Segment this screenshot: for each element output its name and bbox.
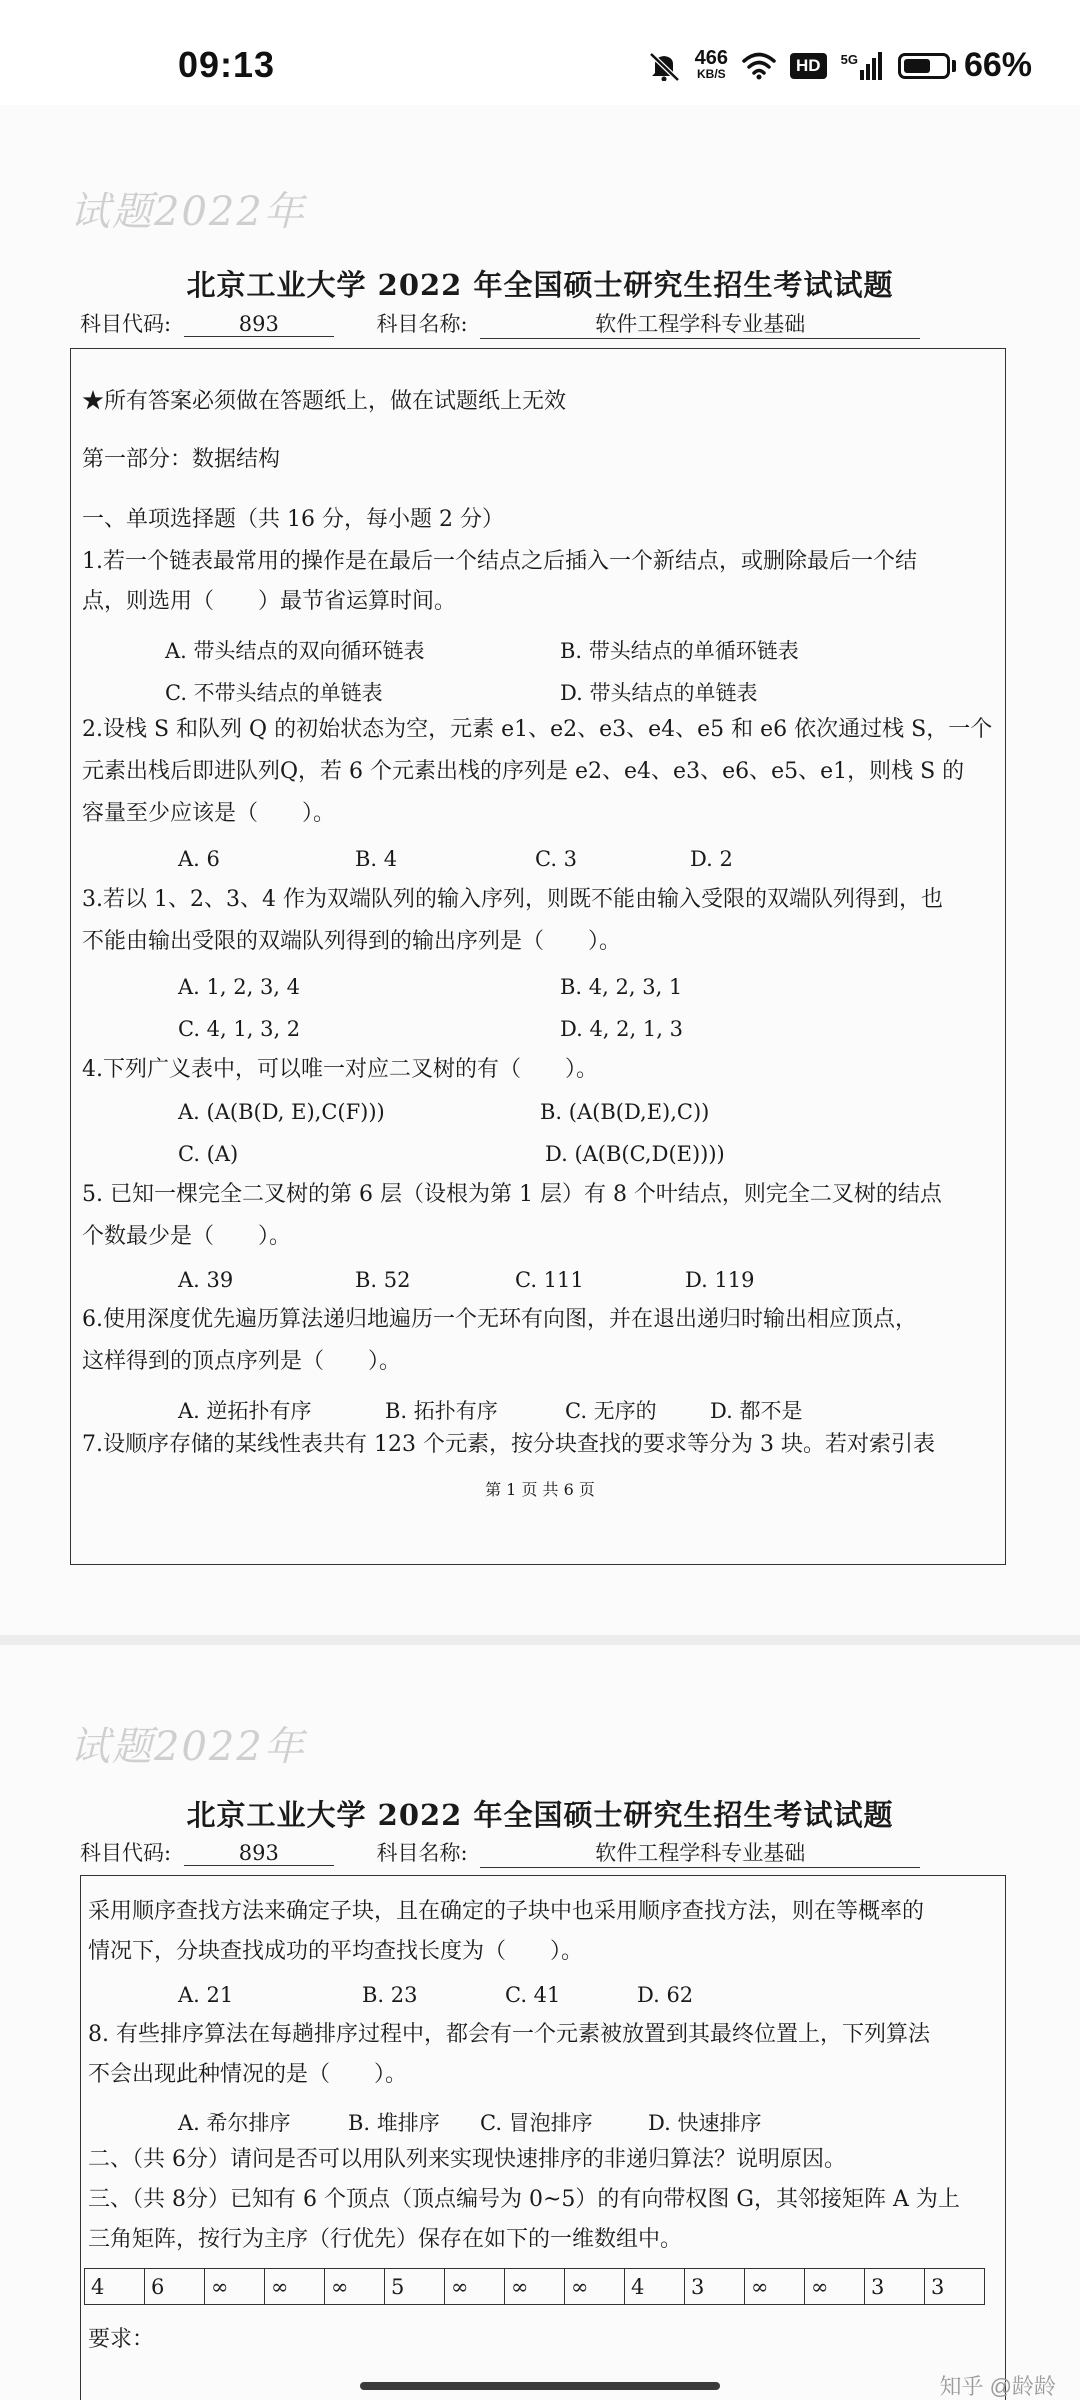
q5-option-c: C. 111 bbox=[515, 1268, 584, 1292]
watermark-stamp: 试题2022年 bbox=[70, 1724, 306, 1770]
q2-option-d: D. 2 bbox=[690, 847, 733, 871]
q6-option-c: C. 无序的 bbox=[565, 1399, 657, 1423]
subject-row bbox=[80, 308, 1000, 339]
subject-name-value: 软件工程学科专业基础 bbox=[480, 1837, 920, 1868]
q2-option-a: A. 6 bbox=[178, 847, 220, 871]
q2-option-b: B. 4 bbox=[355, 847, 398, 871]
q7-text: 采用顺序查找方法来确定子块，且在确定的子块中也采用顺序查找方法，则在等概率的 bbox=[88, 1899, 925, 1924]
status-icons bbox=[647, 46, 1032, 85]
network-type-label: 5G bbox=[840, 51, 858, 67]
q5-text: 5. 已知一棵完全二叉树的第 6 层（设根为第 1 层）有 8 个叶结点，则完全二叉树的结点 bbox=[82, 1182, 942, 1207]
array-cell: ∞ bbox=[445, 2269, 505, 2305]
q2-text: 容量至少应该是（ ）。 bbox=[82, 801, 336, 826]
q1-option-b: B. 带头结点的单循环链表 bbox=[560, 639, 799, 663]
q1-option-a: A. 带头结点的双向循环链表 bbox=[165, 639, 425, 663]
q5-option-a: A. 39 bbox=[178, 1268, 234, 1292]
requirements-label: 要求： bbox=[88, 2327, 155, 2352]
exam-title: 北京工业大学 2022 年全国硕士研究生招生考试试题 bbox=[186, 1798, 894, 1832]
array-cell: 4 bbox=[85, 2269, 145, 2305]
array-cell: ∞ bbox=[805, 2269, 865, 2305]
exam-page-2 bbox=[0, 1645, 1080, 2400]
q2-text: 2.设栈 S 和队列 Q 的初始状态为空，元素 e1、e2、e3、e4、e5 和 e6 依次通过栈 S，一个 bbox=[82, 717, 993, 742]
subject-code-label: 科目代码: bbox=[80, 312, 172, 336]
q3-option-b: B. 4, 2, 3, 1 bbox=[560, 975, 683, 999]
q5-text: 个数最少是（ ）。 bbox=[82, 1224, 292, 1249]
q4-option-b: B. (A(B(D,E),C)) bbox=[540, 1100, 710, 1124]
q5-option-b: B. 52 bbox=[355, 1268, 411, 1292]
hd-badge: HD bbox=[790, 53, 827, 79]
wifi-icon bbox=[742, 52, 776, 80]
part-heading: 第一部分：数据结构 bbox=[82, 447, 281, 472]
q1-option-d: D. 带头结点的单链表 bbox=[560, 681, 758, 705]
q3-option-a: A. 1, 2, 3, 4 bbox=[178, 975, 301, 999]
q2-text: 元素出栈后即进队列Q，若 6 个元素出栈的序列是 e2、e4、e3、e6、e5、e1，则栈 S 的 bbox=[82, 759, 965, 784]
network-speed-value: 466 bbox=[694, 46, 729, 69]
exam-page-1 bbox=[0, 105, 1080, 1635]
q8-option-b: B. 堆排序 bbox=[348, 2111, 440, 2135]
array-cell: ∞ bbox=[205, 2269, 265, 2305]
subject-code-label: 科目代码: bbox=[80, 1841, 172, 1865]
subject-code-value: 893 bbox=[184, 312, 334, 337]
array-cell: ∞ bbox=[745, 2269, 805, 2305]
exam-title: 北京工业大学 2022 年全国硕士研究生招生考试试题 bbox=[186, 268, 894, 302]
subject-row bbox=[80, 1837, 1000, 1868]
adjacency-array-table bbox=[84, 2268, 985, 2305]
q4-option-d: D. (A(B(C,D(E)))) bbox=[545, 1142, 725, 1166]
clock: 09:13 bbox=[178, 44, 276, 85]
subject-name-label: 科目名称: bbox=[376, 1841, 468, 1865]
subject-name-value: 软件工程学科专业基础 bbox=[480, 308, 920, 339]
home-indicator[interactable] bbox=[360, 2382, 720, 2390]
q3-text: 不能由输出受限的双端队列得到的输出序列是（ ）。 bbox=[82, 929, 622, 954]
section-2-text: 二、（共 6分）请问是否可以用队列来实现快速排序的非递归算法？说明原因。 bbox=[88, 2147, 846, 2172]
q6-text: 这样得到的顶点序列是（ ）。 bbox=[82, 1349, 402, 1374]
battery-icon bbox=[898, 53, 950, 79]
page-footer: 第 1 页 共 6 页 bbox=[485, 1480, 595, 1499]
section-3-text: 三角矩阵，按行为主序（行优先）保存在如下的一维数组中。 bbox=[88, 2227, 683, 2252]
q1-text: 1.若一个链表最常用的操作是在最后一个结点之后插入一个新结点，或删除最后一个结 bbox=[82, 549, 917, 574]
q3-option-c: C. 4, 1, 3, 2 bbox=[178, 1017, 301, 1041]
array-cell: 6 bbox=[145, 2269, 205, 2305]
q4-option-c: C. (A) bbox=[178, 1142, 239, 1166]
watermark-stamp: 试题2022年 bbox=[70, 189, 306, 235]
battery-percent: 66% bbox=[963, 46, 1032, 84]
subject-code-value: 893 bbox=[184, 1841, 334, 1866]
q1-option-c: C. 不带头结点的单链表 bbox=[165, 681, 383, 705]
array-cell: 4 bbox=[625, 2269, 685, 2305]
signal-bars-icon bbox=[860, 52, 884, 80]
section-heading: 一、单项选择题（共 16 分，每小题 2 分） bbox=[82, 507, 504, 532]
network-speed-unit: KB/S bbox=[697, 66, 726, 81]
q8-option-d: D. 快速排序 bbox=[648, 2111, 762, 2135]
array-cell: 5 bbox=[385, 2269, 445, 2305]
q7-option-b: B. 23 bbox=[362, 1983, 418, 2007]
q8-text: 8. 有些排序算法在每趟排序过程中，都会有一个元素被放置到其最终位置上，下列算法 bbox=[88, 2022, 930, 2047]
array-cell: 3 bbox=[925, 2269, 985, 2305]
q7-option-c: C. 41 bbox=[505, 1983, 561, 2007]
q4-text: 4.下列广义表中，可以唯一对应二叉树的有（ ）。 bbox=[82, 1057, 598, 1082]
array-cell: ∞ bbox=[265, 2269, 325, 2305]
q6-option-a: A. 逆拓扑有序 bbox=[178, 1399, 312, 1423]
page-separator bbox=[0, 1635, 1080, 1645]
q2-option-c: C. 3 bbox=[535, 847, 578, 871]
array-cell: 3 bbox=[685, 2269, 745, 2305]
battery-level-fill bbox=[904, 59, 930, 73]
battery-cap bbox=[952, 60, 956, 72]
q6-text: 6.使用深度优先遍历算法递归地遍历一个无环有向图，并在退出递归时输出相应顶点， bbox=[82, 1307, 917, 1332]
q3-text: 3.若以 1、2、3、4 作为双端队列的输入序列，则既不能由输入受限的双端队列得到，也 bbox=[82, 887, 943, 912]
mute-icon bbox=[647, 51, 681, 81]
status-bar bbox=[0, 0, 1080, 105]
q7-text: 情况下，分块查找成功的平均查找长度为（ ）。 bbox=[88, 1939, 584, 1964]
q7-text: 7.设顺序存储的某线性表共有 123 个元素，按分块查找的要求等分为 3 块。若对索引表 bbox=[82, 1432, 935, 1457]
subject-name-label: 科目名称: bbox=[376, 312, 468, 336]
q8-text: 不会出现此种情况的是（ ）。 bbox=[88, 2062, 408, 2087]
q8-option-c: C. 冒泡排序 bbox=[480, 2111, 593, 2135]
array-cell: ∞ bbox=[565, 2269, 625, 2305]
q6-option-b: B. 拓扑有序 bbox=[385, 1399, 498, 1423]
network-speed bbox=[694, 46, 729, 82]
q3-option-d: D. 4, 2, 1, 3 bbox=[560, 1017, 683, 1041]
notice-text: ★所有答案必须做在答题纸上，做在试题纸上无效 bbox=[82, 389, 567, 414]
q6-option-d: D. 都不是 bbox=[710, 1399, 803, 1423]
array-cell: ∞ bbox=[505, 2269, 565, 2305]
zhihu-attribution: 知乎 @龄龄 bbox=[939, 2374, 1056, 2399]
q4-option-a: A. (A(B(D, E),C(F))) bbox=[178, 1100, 385, 1124]
array-row bbox=[85, 2269, 985, 2305]
array-cell: 3 bbox=[865, 2269, 925, 2305]
battery bbox=[898, 46, 1032, 85]
q7-option-d: D. 62 bbox=[637, 1983, 694, 2007]
array-cell: ∞ bbox=[325, 2269, 385, 2305]
q7-option-a: A. 21 bbox=[178, 1983, 234, 2007]
cellular-signal bbox=[841, 52, 884, 80]
q1-text: 点，则选用（ ）最节省运算时间。 bbox=[82, 589, 457, 614]
q5-option-d: D. 119 bbox=[685, 1268, 755, 1292]
section-3-text: 三、（共 8分）已知有 6 个顶点（顶点编号为 0~5）的有向带权图 G，其邻接矩阵 A 为上 bbox=[88, 2187, 960, 2212]
q8-option-a: A. 希尔排序 bbox=[178, 2111, 291, 2135]
